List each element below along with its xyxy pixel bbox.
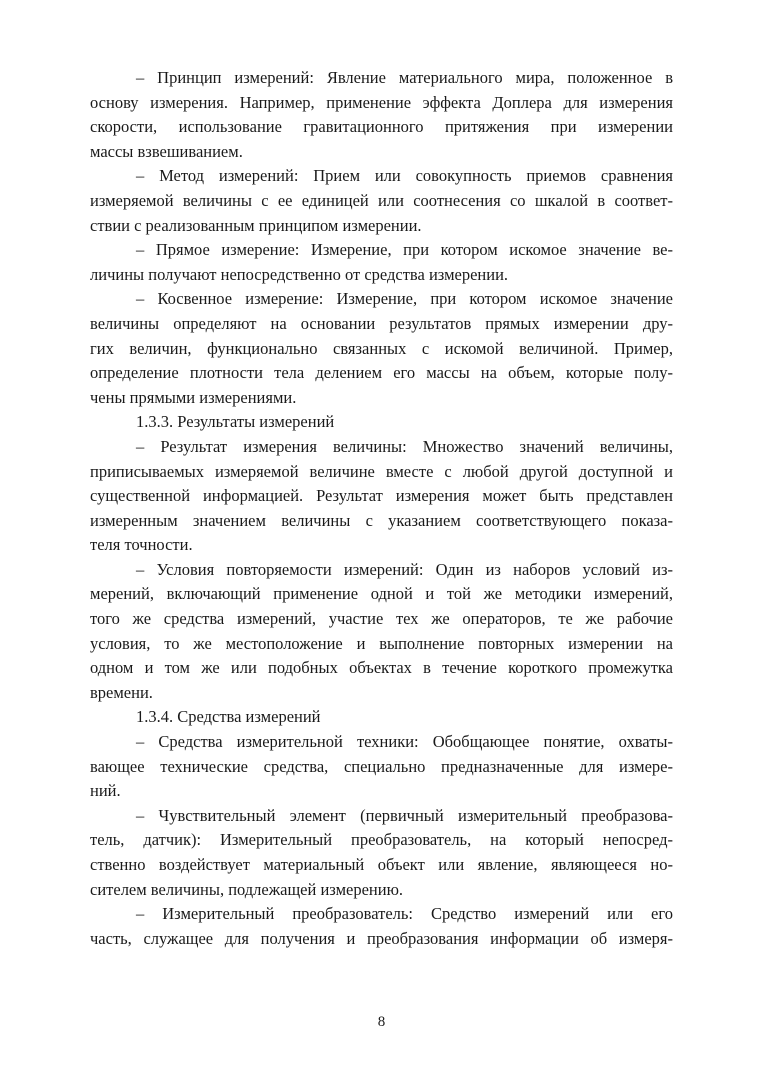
text-line: скорости, использование гравитационного притяжения при измерении <box>90 117 673 137</box>
text-line: измеренным значением величины с указанием соответствующего показа- <box>90 510 673 530</box>
text-line: чены прямыми измерениями. <box>90 387 297 407</box>
text-line: вающее технические средства, специально предназначенные для измере- <box>90 756 673 776</box>
text-line: ственно воздействует материальный объект или явление, являющееся но- <box>90 855 673 874</box>
text-line: одном и том же или подобных объектах в течение короткого промежутка <box>90 658 673 678</box>
text-line: – Чувствительный элемент (первичный измерительный преобразова- <box>136 805 673 825</box>
text-line: измеряемой величины с ее единицей или соотнесения со шкалой в соответ- <box>90 190 673 210</box>
text-line: – Прямое измерение: Измерение, при котором искомое значение ве- <box>136 240 673 260</box>
text-line: часть, служащее для получения и преобразования информации об измеря- <box>90 928 673 948</box>
section-heading: 1.3.3. Результаты измерений <box>136 412 335 432</box>
text-line: – Косвенное измерение: Измерение, при котором искомое значение <box>136 289 673 309</box>
text-line: условия, то же местоположение и выполнение повторных измерении на <box>90 633 673 653</box>
text-line: существенной информацией. Результат измерения может быть представлен <box>90 486 673 506</box>
text-line: – Измерительный преобразователь: Средство измерений или его <box>136 904 673 924</box>
page-number: 8 <box>377 1014 386 1030</box>
text-line: времени. <box>90 682 153 702</box>
text-line: – Условия повторяемости измерений: Один из наборов условий из- <box>136 559 673 579</box>
text-line: сителем величины, подлежащей измерению. <box>90 879 404 899</box>
text-line: – Средства измерительной техники: Обобщающее понятие, охваты- <box>136 732 673 752</box>
text-line: массы взвешиванием. <box>90 141 243 161</box>
text-line: величины определяют на основании результатов прямых измерении дру- <box>90 313 673 333</box>
text-line: – Результат измерения величины: Множество значений величины, <box>136 436 673 456</box>
page-body <box>90 66 673 951</box>
text-line: – Метод измерений: Прием или совокупность приемов сравнения <box>136 166 673 186</box>
text-line: личины получают непосредственно от средства измерении. <box>90 264 509 284</box>
text-line: основу измерения. Например, применение эффекта Доплера для измерения <box>90 92 673 112</box>
text-line: определение плотности тела делением его массы на объем, которые полу- <box>90 363 673 383</box>
text-line: – Принцип измерений: Явление материального мира, положенное в <box>136 68 673 87</box>
text-line: мерений, включающий применение одной и той же методики измерений, <box>90 584 673 604</box>
text-line: ствии с реализованным принципом измерении. <box>90 215 422 235</box>
text-line: ний. <box>90 781 121 801</box>
text-line: того же средства измерений, участие тех же операторов, те же рабочие <box>90 609 673 629</box>
text-line: приписываемых измеряемой величине вместе с любой другой доступной и <box>90 461 673 481</box>
text-line: теля точности. <box>90 535 193 555</box>
text-line: тель, датчик): Измерительный преобразователь, на который непосред- <box>90 830 673 850</box>
text-line: гих величин, функционально связанных с искомой величиной. Пример, <box>90 338 673 358</box>
section-heading: 1.3.4. Средства измерений <box>136 707 321 727</box>
